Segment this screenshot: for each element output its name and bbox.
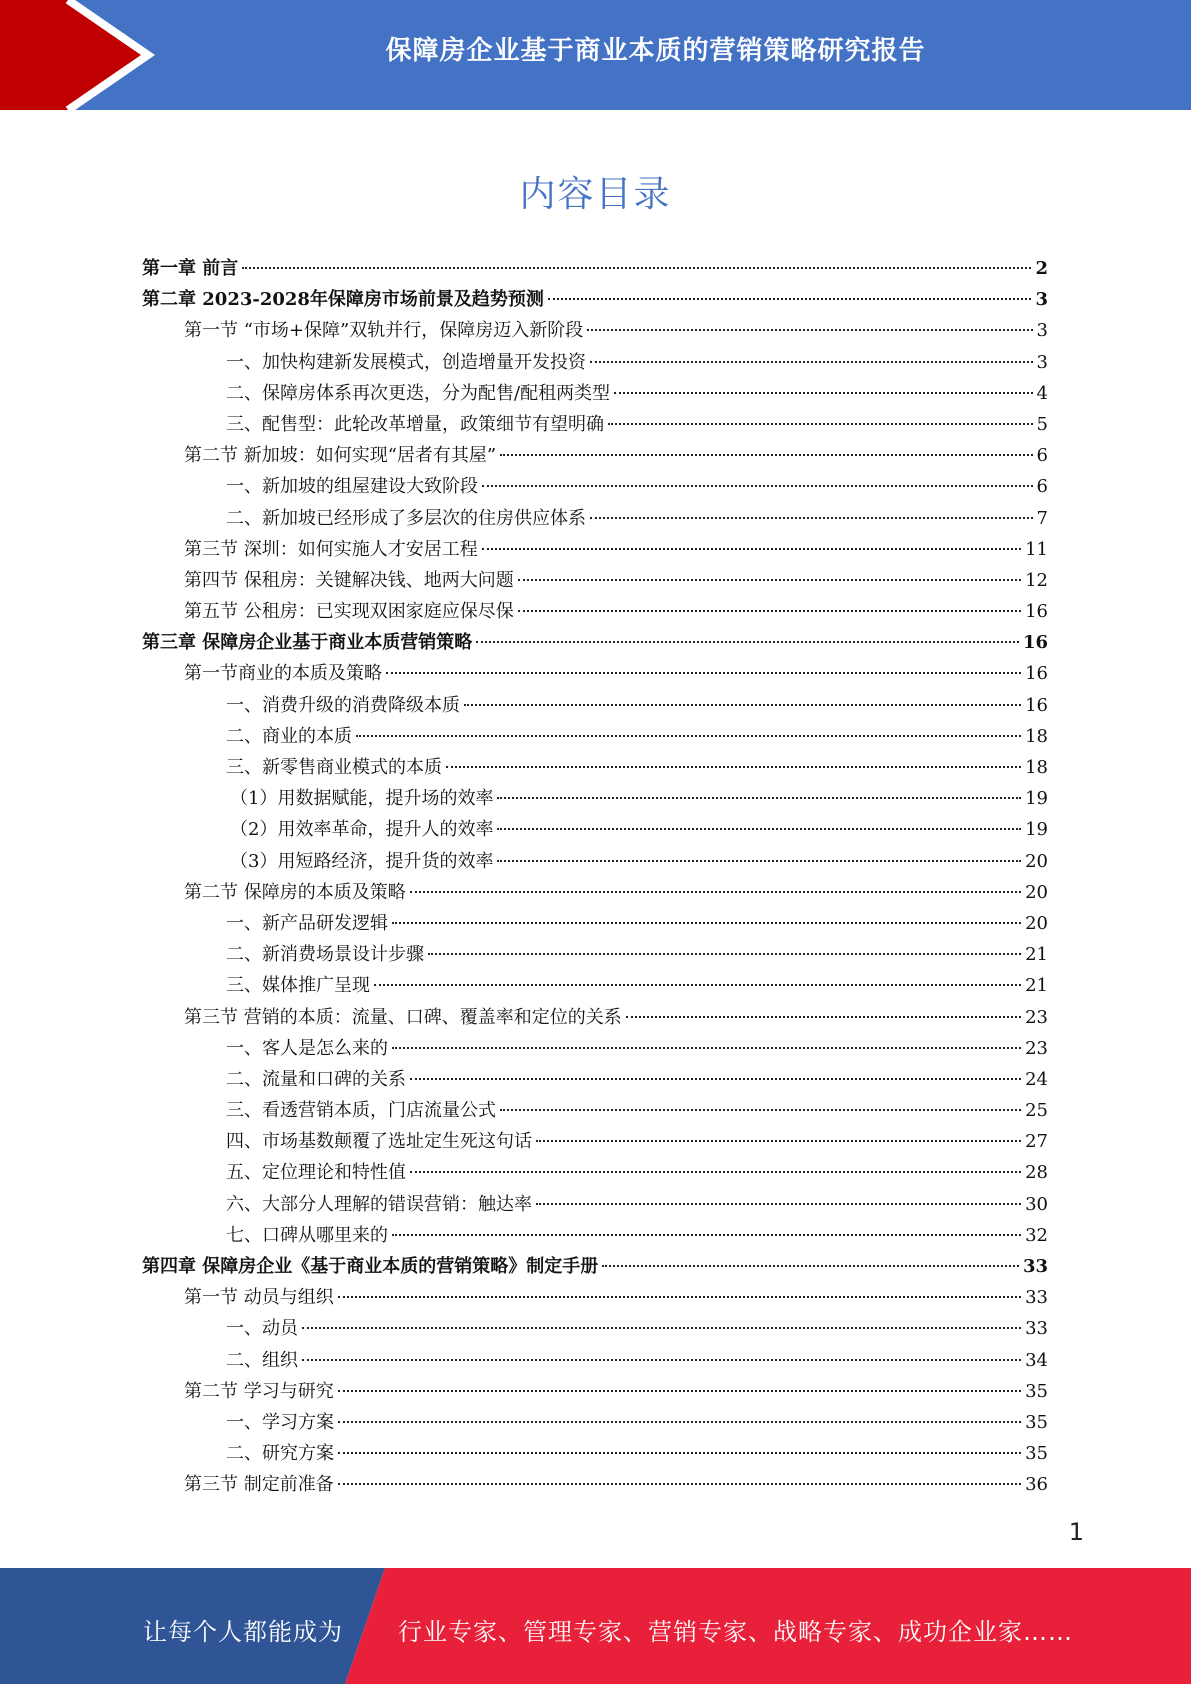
toc-entry[interactable] [142,1157,1048,1188]
toc-entry-title: 第二节 学习与研究 [184,1380,334,1402]
toc-entry[interactable] [142,939,1048,970]
toc-entry-page: 2 [1035,258,1048,279]
toc-entry-page: 4 [1036,382,1048,404]
toc-entry-title: 二、商业的本质 [226,725,352,747]
toc-entry-page: 6 [1036,476,1048,498]
dot-leader [386,672,1021,674]
toc-entry[interactable] [142,409,1048,440]
dot-leader [476,641,1019,643]
dot-leader [548,298,1032,300]
dot-leader [590,361,1033,363]
toc-entry-title: 一、动员 [226,1318,298,1340]
toc-entry[interactable] [142,1064,1048,1095]
toc-entry-page: 33 [1025,1318,1048,1340]
toc-entry-title: 第一节 “市场+保障”双轨并行，保障房迈入新阶段 [184,320,584,342]
dot-leader [392,1234,1021,1236]
dot-leader [392,922,1021,924]
toc-entry-title: 一、消费升级的消费降级本质 [226,694,460,716]
toc-entry-page: 5 [1036,413,1048,435]
toc-entry[interactable] [142,1095,1048,1126]
toc-entry-title: 一、加快构建新发展模式，创造增量开发投资 [226,351,586,373]
toc-entry[interactable] [142,284,1048,315]
toc-entry-page: 30 [1025,1193,1048,1215]
toc-entry[interactable] [142,721,1048,752]
toc-entry-title: 三、新零售商业模式的本质 [226,757,442,778]
dot-leader [392,1047,1021,1049]
toc-entry-title: 一、新产品研发逻辑 [226,912,388,934]
dot-leader [590,517,1033,519]
toc-entry-title: 第三节 制定前准备 [184,1474,334,1496]
toc-entry-page: 16 [1025,694,1048,716]
dot-leader [302,1359,1021,1361]
toc-entry[interactable] [142,1407,1048,1438]
footer-banner [0,1568,1191,1684]
toc-entry-title: 第五节 公租房：已实现双困家庭应保尽保 [184,601,514,623]
toc-entry-page: 3 [1036,320,1048,342]
toc-entry-page: 16 [1022,632,1048,654]
toc-entry-title: 第一章 前言 [142,258,239,279]
toc-entry[interactable] [142,783,1048,814]
toc-entry[interactable] [142,1438,1048,1469]
toc-entry-page: 35 [1025,1380,1048,1402]
toc-entry-page: 11 [1025,538,1048,560]
toc-entry-title: 二、新加坡已经形成了多层次的住房供应体系 [226,507,586,529]
toc-entry-page: 35 [1025,1411,1048,1433]
toc-entry[interactable] [142,1189,1048,1220]
toc-entry-page: 19 [1025,788,1048,810]
dot-leader [410,1171,1021,1173]
dot-leader [338,1452,1021,1454]
toc-entry-title: 第三节 营销的本质：流量、口碑、覆盖率和定位的关系 [184,1006,622,1028]
toc-entry-title: 第四章 保障房企业《基于商业本质的营销策略》制定手册 [142,1256,599,1277]
toc-entry-title: 第四节 保租房：关键解决钱、地两大问题 [184,569,514,591]
toc-entry-title: 二、保障房体系再次更迭，分为配售/配租两类型 [226,382,611,404]
toc-entry-title: 四、市场基数颠覆了选址定生死这句话 [226,1131,532,1153]
toc-entry-title: 三、配售型：此轮改革增量，政策细节有望明确 [226,413,604,435]
toc-entry[interactable] [142,658,1048,689]
toc-entry-page: 18 [1025,725,1048,747]
dot-leader [497,860,1021,862]
toc-entry[interactable] [142,1469,1048,1500]
dot-leader [338,1483,1021,1485]
dot-leader [242,267,1031,269]
toc-entry[interactable] [142,627,1048,658]
toc-entry[interactable] [142,503,1048,534]
dot-leader [602,1265,1019,1267]
toc-entry[interactable] [142,1033,1048,1064]
toc-entry[interactable] [142,471,1048,502]
toc-entry[interactable] [142,752,1048,783]
toc-entry[interactable] [142,1345,1048,1376]
table-of-contents [142,253,1048,1501]
toc-entry[interactable] [142,908,1048,939]
toc-entry[interactable] [142,690,1048,721]
toc-entry-title: 三、媒体推广呈现 [226,975,370,997]
toc-entry[interactable] [142,814,1048,845]
dot-leader [482,485,1033,487]
toc-entry[interactable] [142,1251,1048,1282]
toc-entry[interactable] [142,1126,1048,1157]
dot-leader [518,579,1021,581]
toc-entry-title: 二、新消费场景设计步骤 [226,944,424,966]
toc-entry-page: 20 [1025,850,1048,872]
toc-entry[interactable] [142,877,1048,908]
dot-leader [536,1203,1021,1205]
dot-leader [338,1296,1021,1298]
toc-entry[interactable] [142,440,1048,471]
toc-entry[interactable] [142,347,1048,378]
dot-leader [338,1421,1021,1423]
toc-entry-page: 16 [1025,601,1048,623]
dot-leader [518,610,1021,612]
dot-leader [626,1016,1021,1018]
dot-leader [497,797,1021,799]
toc-entry-title: 第一节 动员与组织 [184,1287,334,1309]
footer-slogan-left: 让每个人都能成为 [143,1618,343,1646]
toc-entry-title: 第三节 深圳：如何实施人才安居工程 [184,538,478,560]
toc-entry-page: 20 [1025,912,1048,934]
toc-entry-title: 第二章 2023-2028年保障房市场前景及趋势预测 [142,289,544,311]
toc-entry[interactable] [142,1376,1048,1407]
header-banner [0,0,1191,110]
dot-leader [428,953,1021,955]
toc-entry-page: 34 [1025,1349,1048,1371]
dot-leader [464,704,1021,706]
dot-leader [356,735,1021,737]
toc-entry-page: 36 [1025,1474,1048,1496]
toc-entry-page: 32 [1025,1224,1048,1246]
dot-leader [500,454,1032,456]
toc-entry-page: 3 [1035,289,1048,311]
dot-leader [497,828,1021,830]
toc-entry-page: 21 [1025,975,1048,997]
dot-leader [587,329,1032,331]
toc-entry-title: （2）用效率革命，提升人的效率 [230,819,494,841]
toc-entry-title: （3）用短路经济，提升货的效率 [230,850,494,872]
toc-entry-page: 23 [1025,1037,1048,1059]
toc-entry-page: 6 [1036,445,1048,467]
toc-entry[interactable] [142,970,1048,1001]
toc-entry-page: 19 [1025,819,1048,841]
dot-leader [482,548,1021,550]
toc-entry-title: 一、客人是怎么来的 [226,1037,388,1059]
toc-entry-page: 3 [1036,351,1048,373]
toc-entry-page: 35 [1025,1443,1048,1465]
toc-entry[interactable] [142,534,1048,565]
toc-entry[interactable] [142,253,1048,284]
dot-leader [608,423,1033,425]
dot-leader [500,1109,1021,1111]
dot-leader [302,1327,1021,1329]
toc-entry-page: 24 [1025,1068,1048,1090]
toc-entry[interactable] [142,565,1048,596]
toc-entry-page: 25 [1025,1100,1048,1122]
toc-entry-page: 20 [1025,881,1048,903]
toc-entry-title: 六、大部分人理解的错误营销：触达率 [226,1193,532,1215]
toc-entry-title: 七、口碑从哪里来的 [226,1224,388,1246]
toc-entry-page: 21 [1025,944,1048,966]
toc-entry-title: 第二节 新加坡：如何实现“居者有其屋” [184,445,497,467]
dot-leader [446,766,1021,768]
toc-entry-page: 33 [1025,1287,1048,1309]
toc-entry-title: （1）用数据赋能，提升场的效率 [230,788,494,810]
dot-leader [374,984,1021,986]
toc-entry[interactable] [142,378,1048,409]
toc-entry[interactable] [142,1282,1048,1313]
footer-slogan-right: 行业专家、管理专家、营销专家、战略专家、成功企业家…… [398,1618,1073,1646]
toc-entry-page: 33 [1022,1256,1048,1277]
dot-leader [410,891,1021,893]
toc-entry[interactable] [142,1313,1048,1344]
toc-entry-title: 三、看透营销本质，门店流量公式 [226,1100,496,1122]
toc-entry-page: 23 [1025,1006,1048,1028]
dot-leader [410,1078,1021,1080]
toc-entry[interactable] [142,1220,1048,1251]
toc-entry-page: 12 [1025,569,1048,591]
toc-entry-page: 16 [1025,663,1048,685]
toc-entry[interactable] [142,1002,1048,1033]
toc-entry-page: 27 [1025,1131,1048,1153]
dot-leader [614,392,1032,394]
toc-entry[interactable] [142,315,1048,346]
toc-entry[interactable] [142,596,1048,627]
toc-entry-title: 第二节 保障房的本质及策略 [184,881,406,903]
toc-entry-title: 二、流量和口碑的关系 [226,1068,406,1090]
toc-entry-title: 第一节商业的本质及策略 [184,663,382,685]
toc-entry[interactable] [142,846,1048,877]
toc-entry-page: 28 [1025,1162,1048,1184]
page-number: 1 [1068,1518,1084,1546]
toc-entry-title: 五、定位理论和特性值 [226,1162,406,1184]
dot-leader [536,1140,1021,1142]
dot-leader [338,1390,1021,1392]
toc-heading: 内容目录 [519,174,672,215]
toc-entry-title: 二、组织 [226,1349,298,1371]
toc-entry-page: 7 [1036,507,1048,529]
toc-entry-page: 18 [1025,757,1048,778]
toc-entry-title: 第三章 保障房企业基于商业本质营销策略 [142,632,473,654]
toc-entry-title: 一、学习方案 [226,1411,334,1433]
report-title: 保障房企业基于商业本质的营销策略研究报告 [385,36,926,66]
toc-entry-title: 二、研究方案 [226,1443,334,1465]
toc-entry-title: 一、新加坡的组屋建设大致阶段 [226,476,478,498]
